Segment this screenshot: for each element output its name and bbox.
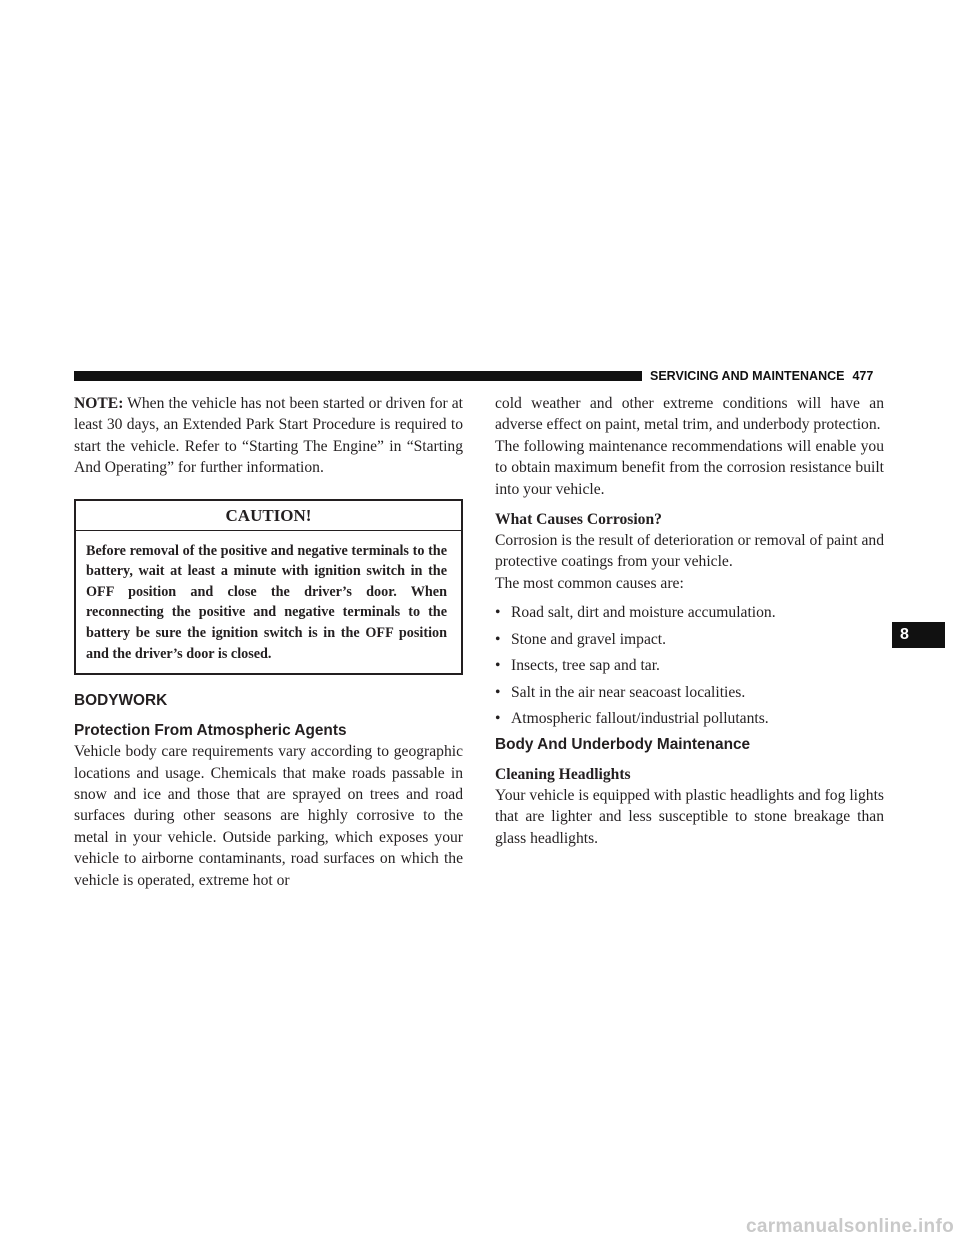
list-item — [495, 708, 884, 729]
caution-title: CAUTION! — [76, 501, 461, 531]
list-item-text: Salt in the air near seacoast localities. — [511, 683, 746, 701]
list-item-text: Road salt, dirt and moisture accumulation. — [511, 604, 776, 622]
corrosion-heading: What Causes Corrosion? — [495, 511, 662, 529]
protection-heading: Protection From Atmospheric Agents — [74, 722, 347, 740]
list-item-text: Stone and gravel impact. — [511, 630, 667, 648]
section-title: SERVICING AND MAINTENANCE — [650, 369, 845, 383]
chapter-tab: 8 — [892, 622, 945, 648]
page-number: 477 — [852, 369, 874, 383]
list-item-text: Atmospheric fallout/industrial pollutants. — [511, 710, 769, 728]
cleaning-paragraph: Your vehicle is equipped with plastic headlights and fog lights that are lighter and less susceptible to stone breakage than glass headlights. — [495, 786, 884, 847]
list-item — [495, 602, 884, 623]
bullet-icon: • — [495, 630, 501, 648]
bodywork-heading: BODYWORK — [74, 692, 168, 710]
right-column — [495, 393, 884, 849]
list-item — [495, 682, 884, 703]
bullet-icon: • — [495, 710, 501, 728]
causes-list — [495, 602, 884, 729]
continued-paragraph: cold weather and other extreme conditions will have an adverse effect on paint, metal trim, and underbody protection. — [495, 395, 884, 434]
watermark: carmanualsonline.info — [746, 1216, 954, 1237]
list-item-text: Insects, tree sap and tar. — [511, 657, 660, 675]
protection-paragraph: Vehicle body care requirements vary according to geographic locations and usage. Chemicals that make roads passable in snow and ice and those that are sprayed on trees and road surfaces during other seasons are highly corrosive to the metal in your vehicle. Outside parking, which exposes your vehicle to airborne contaminants, road surfaces on which the vehicle is operated, extreme hot or — [74, 743, 463, 889]
bullet-icon: • — [495, 683, 501, 701]
body-underbody-heading: Body And Underbody Maintenance — [495, 735, 751, 753]
bullet-icon: • — [495, 657, 501, 675]
header-rule — [74, 371, 642, 381]
note-label: NOTE: — [74, 395, 124, 412]
note-text: When the vehicle has not been started or driven for at least 30 days, an Extended Park Start Procedure is required to start the vehicle. Refer to “Starting The Engine” in “Starting And Operating” for further information. — [74, 395, 463, 477]
cleaning-heading: Cleaning Headlights — [495, 765, 631, 783]
left-column — [74, 393, 463, 891]
list-item — [495, 655, 884, 676]
causes-intro: The most common causes are: — [495, 574, 684, 592]
bullet-icon: • — [495, 604, 501, 622]
corrosion-paragraph: Corrosion is the result of deterioration or removal of paint and protective coatings from your vehicle. — [495, 532, 884, 571]
recommendations-paragraph: The following maintenance recommendations will enable you to obtain maximum benefit from the corrosion resistance built into your vehicle. — [495, 437, 884, 498]
caution-text: Before removal of the positive and negative terminals to the battery, wait at least a minute with ignition switch in the OFF position and close the driver’s door. When reconnecting the positive and negative terminals to the battery be sure the ignition switch is in the OFF position and the driver’s door is closed. — [86, 542, 447, 662]
caution-box — [74, 499, 463, 676]
list-item — [495, 629, 884, 650]
running-header — [650, 367, 894, 385]
note-paragraph — [74, 393, 463, 479]
